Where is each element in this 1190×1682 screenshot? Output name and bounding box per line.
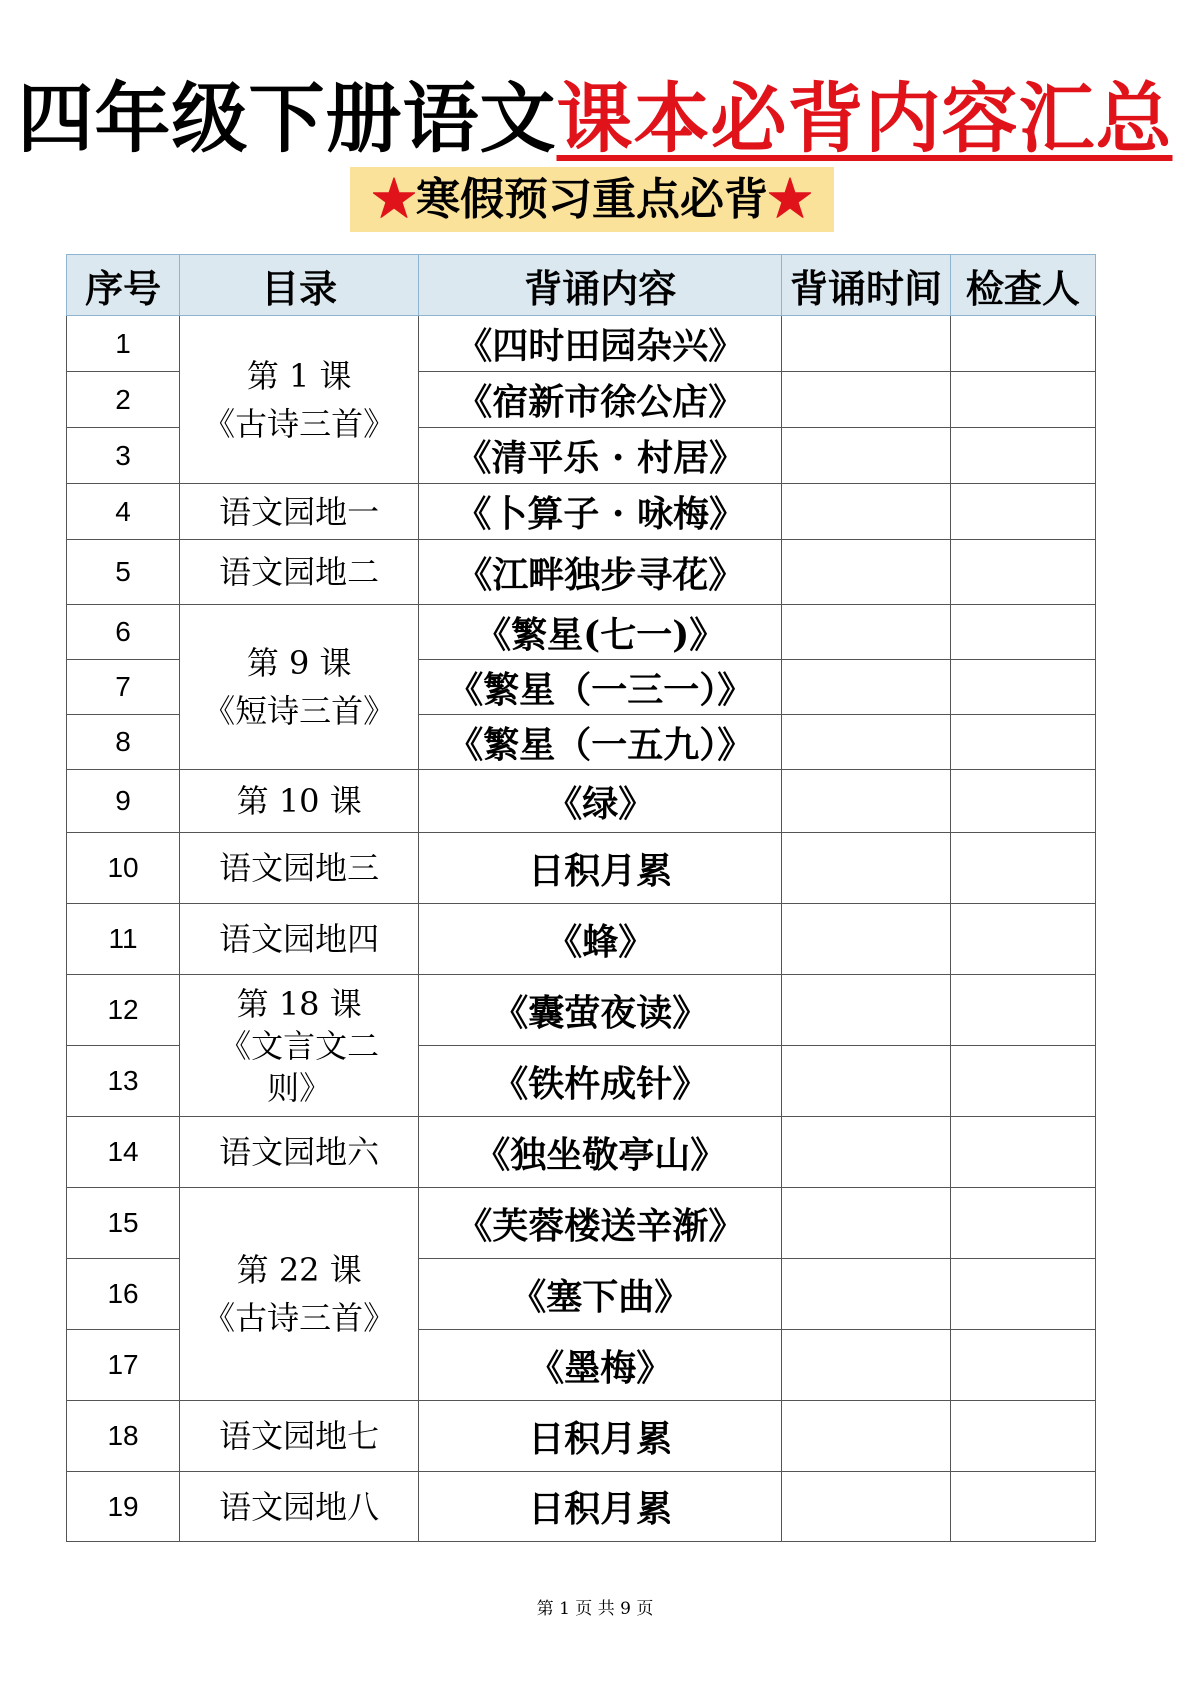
content-cell: 日积月累 — [419, 833, 782, 904]
row-number: 5 — [67, 540, 180, 605]
directory-cell — [180, 770, 419, 833]
directory-line: 第 22 课 — [236, 1251, 362, 1289]
content-cell: 《绿》 — [419, 770, 782, 833]
checker-cell[interactable] — [950, 770, 1095, 833]
directory-cell — [180, 484, 419, 540]
content-cell: 《繁星(七一)》 — [419, 605, 782, 660]
content-cell: 《繁星（一五九）》 — [419, 715, 782, 770]
directory-cell — [180, 1188, 419, 1401]
directory-line: 语文园地六 — [219, 1133, 380, 1171]
checker-cell[interactable] — [950, 1117, 1095, 1188]
directory-line: 《文言文二 — [219, 1026, 380, 1065]
table-header-row — [67, 255, 1096, 316]
checker-cell[interactable] — [950, 1046, 1095, 1117]
header-no: 序号 — [67, 255, 180, 316]
content-cell: 《芙蓉楼送辛渐》 — [419, 1188, 782, 1259]
content-cell: 《塞下曲》 — [419, 1259, 782, 1330]
checker-cell[interactable] — [950, 660, 1095, 715]
table-row — [67, 1188, 1096, 1259]
time-cell[interactable] — [782, 605, 951, 660]
checker-cell[interactable] — [950, 316, 1095, 372]
star-icon-left: ★ — [372, 174, 416, 225]
time-cell[interactable] — [782, 833, 951, 904]
row-number: 4 — [67, 484, 180, 540]
row-number: 15 — [67, 1188, 180, 1259]
subtitle-banner — [350, 167, 834, 232]
time-cell[interactable] — [782, 316, 951, 372]
time-cell[interactable] — [782, 1259, 951, 1330]
time-cell[interactable] — [782, 770, 951, 833]
directory-line: 语文园地四 — [219, 920, 380, 958]
row-number: 17 — [67, 1330, 180, 1401]
directory-line: 第 18 课 — [236, 984, 362, 1023]
content-cell: 《卜算子 · 咏梅》 — [419, 484, 782, 540]
row-number: 3 — [67, 428, 180, 484]
time-cell[interactable] — [782, 975, 951, 1046]
recitation-table — [66, 254, 1096, 1542]
directory-line: 《古诗三首》 — [203, 404, 396, 443]
row-number: 14 — [67, 1117, 180, 1188]
table-row — [67, 904, 1096, 975]
checker-cell[interactable] — [950, 833, 1095, 904]
header-checker: 检查人 — [950, 255, 1095, 316]
time-cell[interactable] — [782, 540, 951, 605]
table-row — [67, 833, 1096, 904]
time-cell[interactable] — [782, 372, 951, 428]
row-number: 8 — [67, 715, 180, 770]
time-cell[interactable] — [782, 1117, 951, 1188]
row-number: 2 — [67, 372, 180, 428]
content-cell: 《蜂》 — [419, 904, 782, 975]
directory-cell — [180, 975, 419, 1117]
title-part2: 课本必背内容汇总 — [556, 74, 1173, 163]
directory-line: 第 10 课 — [236, 782, 362, 820]
time-cell[interactable] — [782, 1188, 951, 1259]
row-number: 18 — [67, 1401, 180, 1472]
subtitle-text: 寒假预习重点必背 — [416, 174, 768, 225]
directory-line: 《古诗三首》 — [203, 1299, 396, 1337]
table-row — [67, 1472, 1096, 1542]
time-cell[interactable] — [782, 1330, 951, 1401]
table-row — [67, 605, 1096, 660]
content-cell: 日积月累 — [419, 1472, 782, 1542]
directory-cell — [180, 904, 419, 975]
directory-cell — [180, 1401, 419, 1472]
row-number: 9 — [67, 770, 180, 833]
directory-line: 语文园地二 — [219, 553, 380, 591]
row-number: 11 — [67, 904, 180, 975]
content-cell: 《清平乐 · 村居》 — [419, 428, 782, 484]
content-cell: 《铁杵成针》 — [419, 1046, 782, 1117]
row-number: 10 — [67, 833, 180, 904]
content-cell: 《囊萤夜读》 — [419, 975, 782, 1046]
checker-cell[interactable] — [950, 484, 1095, 540]
page-footer: 第 1 页 共 9 页 — [536, 1599, 654, 1619]
directory-line: 《短诗三首》 — [203, 692, 396, 730]
directory-line: 语文园地一 — [219, 492, 380, 531]
checker-cell[interactable] — [950, 1259, 1095, 1330]
content-cell: 《宿新市徐公店》 — [419, 372, 782, 428]
checker-cell[interactable] — [950, 975, 1095, 1046]
time-cell[interactable] — [782, 715, 951, 770]
content-cell: 日积月累 — [419, 1401, 782, 1472]
checker-cell[interactable] — [950, 605, 1095, 660]
table-row — [67, 484, 1096, 540]
directory-line: 第 9 课 — [246, 644, 352, 682]
row-number: 19 — [67, 1472, 180, 1542]
directory-line: 第 1 课 — [246, 356, 352, 395]
checker-cell[interactable] — [950, 428, 1095, 484]
checker-cell[interactable] — [950, 372, 1095, 428]
page-title — [0, 58, 1190, 167]
table-row — [67, 975, 1096, 1046]
time-cell[interactable] — [782, 428, 951, 484]
table-row — [67, 316, 1096, 372]
header-content: 背诵内容 — [419, 255, 782, 316]
content-cell: 《四时田园杂兴》 — [419, 316, 782, 372]
table-row — [67, 1401, 1096, 1472]
checker-cell[interactable] — [950, 540, 1095, 605]
table-row — [67, 1117, 1096, 1188]
star-icon-right: ★ — [768, 174, 812, 225]
row-number: 12 — [67, 975, 180, 1046]
directory-cell — [180, 316, 419, 484]
directory-cell — [180, 833, 419, 904]
checker-cell[interactable] — [950, 1472, 1095, 1542]
content-cell: 《江畔独步寻花》 — [419, 540, 782, 605]
directory-cell — [180, 1472, 419, 1542]
time-cell[interactable] — [782, 1472, 951, 1542]
directory-cell — [180, 1117, 419, 1188]
table-row — [67, 770, 1096, 833]
content-cell: 《独坐敬亭山》 — [419, 1117, 782, 1188]
row-number: 7 — [67, 660, 180, 715]
directory-cell — [180, 605, 419, 770]
content-cell: 《墨梅》 — [419, 1330, 782, 1401]
time-cell[interactable] — [782, 904, 951, 975]
content-cell: 《繁星（一三一）》 — [419, 660, 782, 715]
checker-cell[interactable] — [950, 1401, 1095, 1472]
table-row — [67, 540, 1096, 605]
row-number: 6 — [67, 605, 180, 660]
directory-line: 语文园地八 — [219, 1487, 380, 1526]
title-part1: 四年级下册语文 — [17, 74, 557, 163]
checker-cell[interactable] — [950, 1330, 1095, 1401]
checker-cell[interactable] — [950, 904, 1095, 975]
row-number: 16 — [67, 1259, 180, 1330]
header-directory: 目录 — [180, 255, 419, 316]
time-cell[interactable] — [782, 1401, 951, 1472]
directory-line: 语文园地三 — [219, 849, 380, 887]
directory-cell — [180, 540, 419, 605]
time-cell[interactable] — [782, 1046, 951, 1117]
directory-line: 则》 — [267, 1068, 332, 1107]
row-number: 13 — [67, 1046, 180, 1117]
time-cell[interactable] — [782, 484, 951, 540]
header-time: 背诵时间 — [782, 255, 951, 316]
checker-cell[interactable] — [950, 1188, 1095, 1259]
row-number: 1 — [67, 316, 180, 372]
time-cell[interactable] — [782, 660, 951, 715]
directory-line: 语文园地七 — [219, 1417, 380, 1455]
checker-cell[interactable] — [950, 715, 1095, 770]
